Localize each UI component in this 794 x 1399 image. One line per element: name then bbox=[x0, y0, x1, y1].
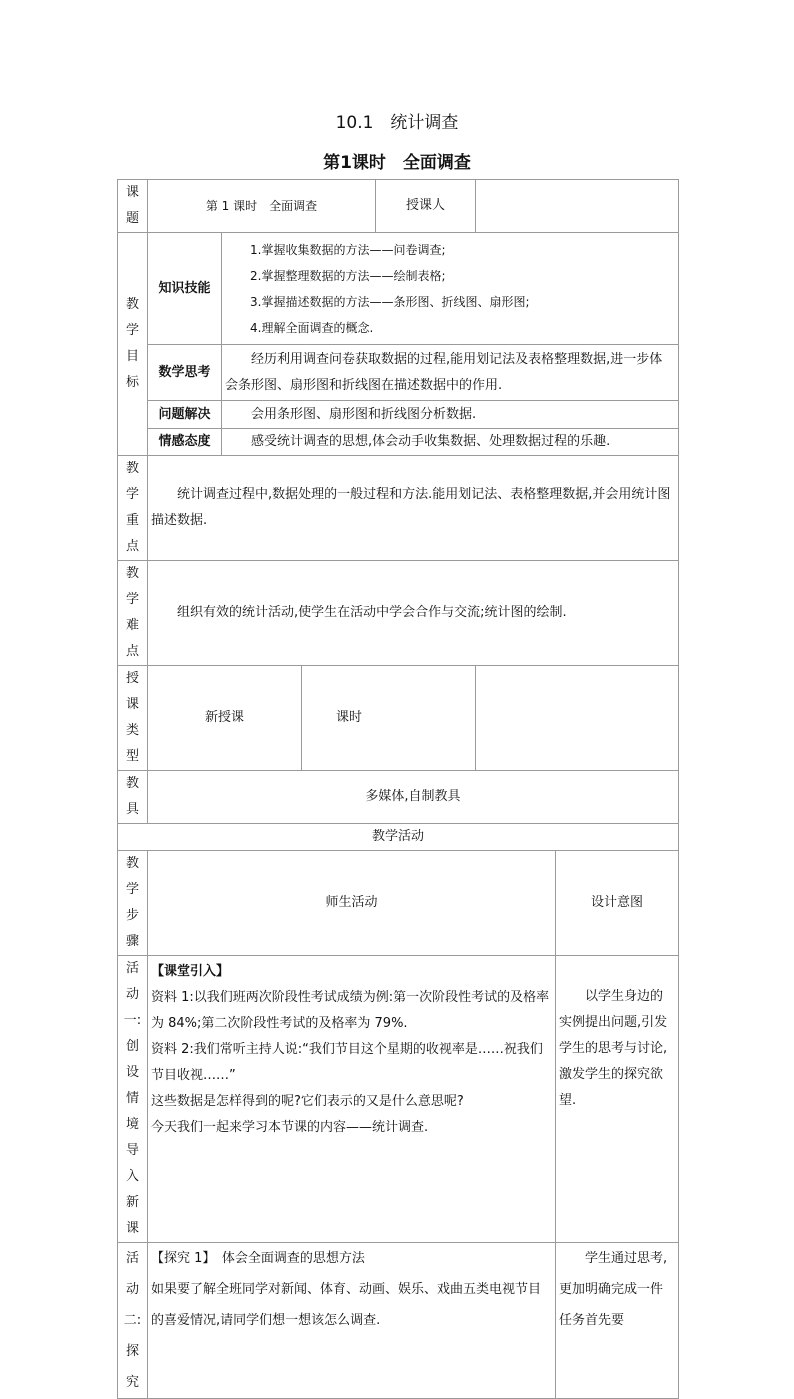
activity1-para: 资料 1:以我们班两次阶段性考试成绩为例:第一次阶段性考试的及格率为 84%;第二次阶段性考试的及格率为 79%. bbox=[151, 990, 550, 1031]
activity2-row bbox=[118, 1243, 679, 1399]
topic-value: 第 1 课时 全面调查 bbox=[148, 180, 376, 233]
page-subtitle: 第1课时 全面调查 bbox=[323, 153, 471, 173]
thinking-label: 数学思考 bbox=[148, 345, 222, 401]
activity1-para: 这些数据是怎样得到的呢?它们表示的又是什么意思呢? bbox=[151, 1094, 464, 1109]
tools-row bbox=[118, 771, 679, 824]
activity1-para: 今天我们一起来学习本节课的内容——统计调查. bbox=[151, 1120, 429, 1135]
tools-label: 教具 bbox=[118, 771, 148, 824]
knowledge-items bbox=[222, 233, 679, 345]
objective-knowledge-row bbox=[118, 233, 679, 345]
activity2-content bbox=[148, 1243, 556, 1399]
lesson-type-row bbox=[118, 666, 679, 771]
objective-problem-row bbox=[118, 401, 679, 429]
period-label: 课时 bbox=[302, 666, 476, 771]
activities-header: 教学活动 bbox=[118, 824, 679, 851]
problem-label: 问题解决 bbox=[148, 401, 222, 429]
activity1-para: 资料 2:我们常听主持人说:“我们节目这个星期的收视率是……祝我们节目收视……” bbox=[151, 1042, 543, 1083]
thinking-text: 经历利用调查问卷获取数据的过程,能用划记法及表格整理数据,进一步体会条形图、扇形图和折线图在描述数据中的作用. bbox=[222, 345, 679, 401]
activity1-content bbox=[148, 956, 556, 1243]
topic-row bbox=[118, 180, 679, 233]
activity1-row bbox=[118, 956, 679, 1243]
activity1-heading: 【课堂引入】 bbox=[151, 964, 230, 979]
activities-header-row bbox=[118, 824, 679, 851]
difficulty-text: 组织有效的统计活动,使学生在活动中学会合作与交流;统计图的绘制. bbox=[148, 561, 679, 666]
activity2-text: 如果要了解全班同学对新闻、体育、动画、娱乐、戏曲五类电视节目的喜爱情况,请同学们想一想该怎么调查. bbox=[151, 1282, 542, 1328]
knowledge-label: 知识技能 bbox=[148, 233, 222, 345]
knowledge-item: 2.掌握整理数据的方法——绘制表格; bbox=[250, 268, 446, 283]
steps-header-row bbox=[118, 851, 679, 956]
attitude-label: 情感态度 bbox=[148, 429, 222, 456]
period-value bbox=[476, 666, 679, 771]
topic-label: 课题 bbox=[118, 180, 148, 233]
objectives-label: 教学目标 bbox=[118, 233, 148, 456]
activity2-intent: 学生通过思考,更加明确完成一件任务首先要 bbox=[556, 1243, 679, 1399]
objective-attitude-row bbox=[118, 429, 679, 456]
keypoint-row bbox=[118, 456, 679, 561]
activity1-label: 活动一:创设情境导入新课 bbox=[118, 956, 148, 1243]
knowledge-item: 1.掌握收集数据的方法——问卷调查; bbox=[250, 242, 446, 257]
lesson-type-value: 新授课 bbox=[148, 666, 302, 771]
lesson-type-label: 授课类型 bbox=[118, 666, 148, 771]
knowledge-item: 4.理解全面调查的概念. bbox=[250, 320, 374, 335]
keypoint-text: 统计调查过程中,数据处理的一般过程和方法.能用划记法、表格整理数据,并会用统计图描述数据. bbox=[148, 456, 679, 561]
attitude-text: 感受统计调查的思想,体会动手收集数据、处理数据过程的乐趣. bbox=[222, 429, 679, 456]
activity1-intent: 以学生身边的实例提出问题,引发学生的思考与讨论,激发学生的探究欲望. bbox=[556, 956, 679, 1243]
lesson-plan-table bbox=[117, 179, 679, 1399]
col-teacher-student: 师生活动 bbox=[148, 851, 556, 956]
objective-thinking-row bbox=[118, 345, 679, 401]
col-design-intent: 设计意图 bbox=[556, 851, 679, 956]
problem-text: 会用条形图、扇形图和折线图分析数据. bbox=[222, 401, 679, 429]
teacher-label: 授课人 bbox=[376, 180, 476, 233]
difficulty-row bbox=[118, 561, 679, 666]
steps-label: 教学步骤 bbox=[118, 851, 148, 956]
activity2-label: 活动二:探究 bbox=[118, 1243, 148, 1399]
tools-value: 多媒体,自制教具 bbox=[148, 771, 679, 824]
keypoint-label: 教学重点 bbox=[118, 456, 148, 561]
teacher-value bbox=[476, 180, 679, 233]
knowledge-item: 3.掌握描述数据的方法——条形图、折线图、扇形图; bbox=[250, 294, 530, 309]
activity2-heading: 【探究 1】 体会全面调查的思想方法 bbox=[151, 1251, 365, 1266]
page-title: 10.1 统计调查 bbox=[335, 113, 459, 133]
difficulty-label: 教学难点 bbox=[118, 561, 148, 666]
